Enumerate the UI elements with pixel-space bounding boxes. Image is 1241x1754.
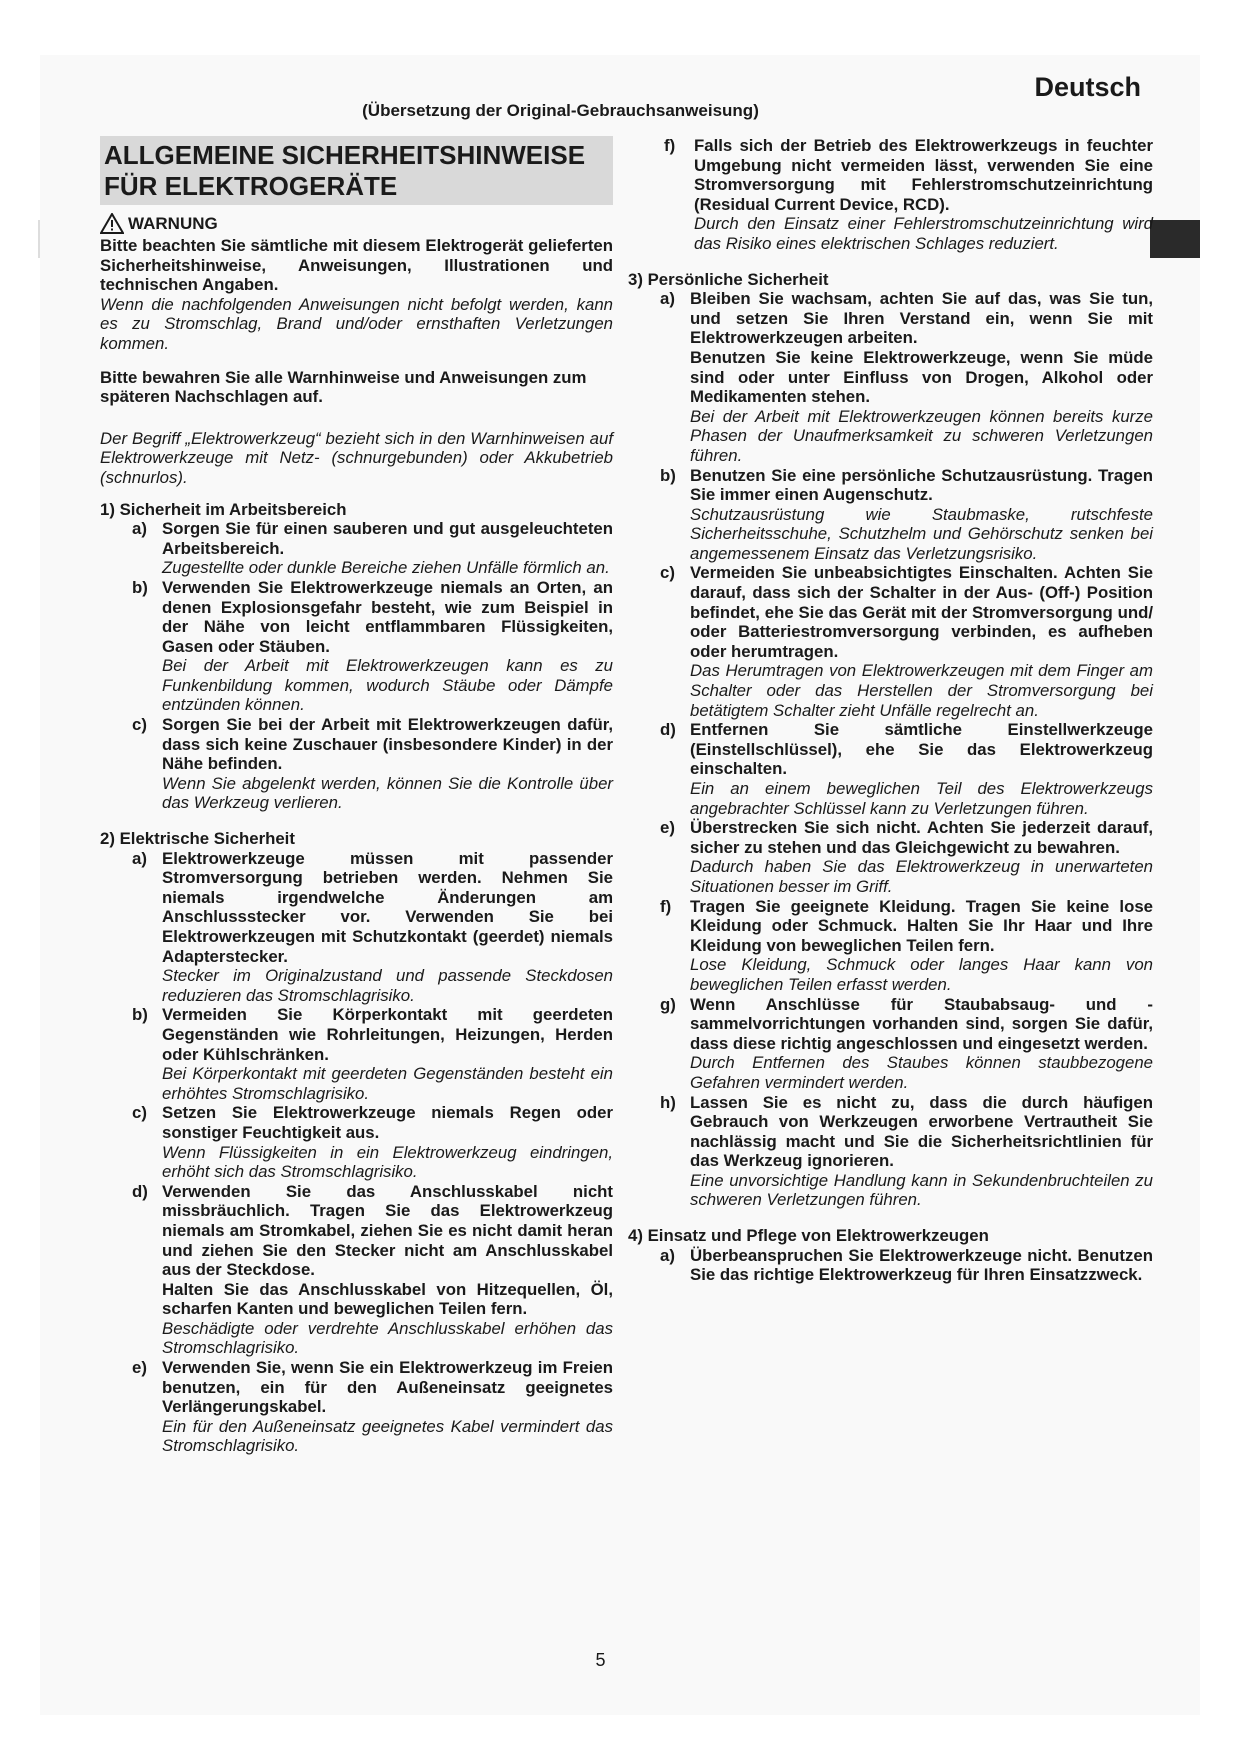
item-note: Ein für den Außeneinsatz geeignetes Kabel vermindert das Stromschlagrisiko. [162, 1416, 613, 1456]
item-label: d) [132, 1181, 148, 1201]
item-note: Zugestellte oder dunkle Bereiche ziehen Unfälle förmlich an. [162, 558, 610, 578]
item-label: a) [132, 519, 147, 539]
item-text: Sorgen Sie für einen sauberen und gut ausgeleuchteten Arbeitsbereich. [162, 519, 613, 558]
list-item [660, 897, 1153, 995]
item-label: b) [132, 1005, 148, 1025]
language-tab-marker [1150, 220, 1200, 258]
section-3-title: 3) Persönliche Sicherheit [628, 269, 829, 289]
section-3-items [628, 289, 1153, 1210]
item-text: Falls sich der Betrieb des Elektrowerkzeugs in feuchter Umgebung nicht vermeiden lässt, verwenden Sie eine Stromversorgung mit Fehlerstromschutzeinrichtung (Residual Current Device, RCD). [694, 136, 1153, 214]
item-note: Schutzausrüstung wie Staubmaske, rutschfeste Sicherheitsschuhe, Schutzhelm und Gehörschutz senken bei angemessenem Einsatz das Verletzungsrisiko. [690, 504, 1153, 563]
list-item [132, 715, 613, 813]
item-label: a) [660, 289, 675, 309]
language-label: Deutsch [1034, 72, 1141, 102]
section-1-items [100, 519, 613, 813]
list-item [132, 1005, 613, 1103]
item-note: Wenn Sie abgelenkt werden, können Sie die Kontrolle über das Werkzeug verlieren. [162, 773, 613, 813]
section-2-continued [628, 136, 1153, 254]
intro-italic: Wenn die nachfolgenden Anweisungen nicht befolgt werden, kann es zu Stromschlag, Brand und/oder ernsthaften Verletzungen kommen. [100, 294, 613, 353]
item-note: Ein an einem beweglichen Teil des Elektrowerkzeugs angebrachter Schlüssel kann zu Verletzungen führen. [690, 779, 1153, 818]
item-label: c) [132, 715, 147, 735]
list-item [664, 136, 1153, 254]
item-label: f) [660, 896, 672, 916]
left-column [100, 136, 613, 1456]
list-item [660, 563, 1153, 720]
item-text: Benutzen Sie eine persönliche Schutzausrüstung. Tragen Sie immer einen Augenschutz. [690, 465, 1153, 505]
warning-triangle-icon [100, 213, 124, 234]
item-label: f) [664, 136, 676, 155]
item-text: Sorgen Sie bei der Arbeit mit Elektrowerkzeugen dafür, dass sich keine Zuschauer (insbesondere Kinder) in der Nähe befinden. [162, 715, 613, 774]
item-label: d) [660, 720, 676, 740]
item-note: Das Herumtragen von Elektrowerkzeugen mit dem Finger am Schalter oder das Herstellen der Stromversorgung bei betätigtem Schalter zieht Unfälle regelrecht an. [690, 661, 1153, 720]
margin-mark [38, 220, 40, 258]
item-text: Wenn Anschlüsse für Staubabsaug- und - sammelvorrichtungen vorhanden sind, sorgen Sie dafür, dass diese richtig angeschlossen und eingesetzt werden. [690, 994, 1153, 1053]
item-text: Verwenden Sie, wenn Sie ein Elektrowerkzeug im Freien benutzen, ein für den Außeneinsatz geeignetes Verlängerungskabel. [162, 1358, 613, 1417]
item-label: c) [660, 563, 675, 583]
item-note: Durch den Einsatz einer Fehlerstromschutzeinrichtung wird das Risiko eines elektrischen Schlages reduziert. [694, 214, 1153, 253]
document-subtitle: (Übersetzung der Original-Gebrauchsanweisung) [362, 101, 759, 120]
item-note: Beschädigte oder verdrehte Anschlusskabel erhöhen das Stromschlagrisiko. [162, 1318, 613, 1358]
item-label: a) [660, 1245, 675, 1265]
section-1-title: 1) Sicherheit im Arbeitsbereich [100, 499, 347, 519]
list-item [132, 849, 613, 1006]
section-4-title: 4) Einsatz und Pflege von Elektrowerkzeugen [628, 1226, 989, 1246]
list-item [132, 1182, 613, 1358]
item-note: Durch Entfernen des Staubes können staubbezogene Gefahren vermindert werden. [690, 1053, 1153, 1092]
list-item [132, 1103, 613, 1181]
item-text: Vermeiden Sie unbeabsichtigtes Einschalten. Achten Sie darauf, dass sich der Schalter in der Aus- (Off-) Position befindet, ehe Sie das Gerät mit der Stromversorgung und/ oder Batteriestromversorgung verbinden, es aufheben oder herumtragen. [690, 563, 1153, 661]
item-label: c) [132, 1103, 147, 1123]
list-item [132, 1358, 613, 1456]
item-note: Wenn Flüssigkeiten in ein Elektrowerkzeug eindringen, erhöht sich das Stromschlagrisiko. [162, 1142, 613, 1182]
list-item [660, 818, 1153, 896]
item-note: Bei der Arbeit mit Elektrowerkzeugen können bereits kurze Phasen der Unaufmerksamkeit zu schweren Verletzungen führen. [690, 406, 1153, 465]
item-text: Verwenden Sie Elektrowerkzeuge niemals an Orten, an denen Explosionsgefahr besteht, wie zum Beispiel in der Nähe von leicht entflammbaren Flüssigkeiten, Gasen oder Stäuben. [162, 577, 613, 656]
item-label: b) [132, 577, 148, 597]
item-label: e) [660, 818, 675, 838]
list-item [660, 1246, 1153, 1285]
item-text: Elektrowerkzeuge müssen mit passender Stromversorgung betrieben werden. Nehmen Sie niemals irgendwelche Änderungen am Anschlussstecker vor. Verwenden Sie bei Elektrowerkzeugen mit Schutzkontakt (geerdet) niemals Adapterstecker. [162, 848, 613, 966]
section-4-items [628, 1246, 1153, 1285]
item-label: a) [132, 848, 147, 868]
item-text: Tragen Sie geeignete Kleidung. Tragen Sie keine lose Kleidung oder Schmuck. Halten Sie Ihr Haar und Ihre Kleidung von beweglichen Teilen fern. [690, 896, 1153, 955]
right-column [628, 136, 1153, 1285]
intro-bold: Bitte beachten Sie sämtliche mit diesem Elektrogerät gelieferten Sicherheitshinweise, Anweisungen, Illustrationen und technischen Angaben. [100, 236, 613, 295]
item-note: Eine unvorsichtige Handlung kann in Sekundenbruchteilen zu schweren Verletzungen führen. [690, 1170, 1153, 1210]
item-note: Stecker im Originalzustand und passende Steckdosen reduzieren das Stromschlagrisiko. [162, 966, 613, 1005]
section-2-items [100, 849, 613, 1456]
page-number: 5 [595, 1650, 606, 1670]
section-2-title: 2) Elektrische Sicherheit [100, 829, 295, 849]
item-note: Dadurch haben Sie das Elektrowerkzeug in unerwarteten Situationen besser im Griff. [690, 857, 1153, 896]
item-text: Setzen Sie Elektrowerkzeuge niemals Regen oder sonstiger Feuchtigkeit aus. [162, 1103, 613, 1142]
item-label: h) [660, 1092, 676, 1112]
item-text-2: Halten Sie das Anschlusskabel von Hitzequellen, Öl, scharfen Kanten und beweglichen Teilen fern. [162, 1279, 613, 1319]
item-note: Bei der Arbeit mit Elektrowerkzeugen kann es zu Funkenbildung kommen, wodurch Stäube oder Dämpfe entzünden können. [162, 656, 613, 715]
item-text: Lassen Sie es nicht zu, dass die durch häufigen Gebrauch von Werkzeugen erworbene Vertrautheit Sie nachlässig macht und Sie die Sicherheitsrichtlinien für das Werkzeug ignorieren. [690, 1092, 1153, 1171]
list-item [660, 720, 1153, 818]
list-item [660, 995, 1153, 1093]
item-text: Überstrecken Sie sich nicht. Achten Sie jederzeit darauf, sicher zu stehen und das Gleichgewicht zu bewahren. [690, 818, 1153, 857]
warning-label: WARNUNG [128, 213, 218, 233]
list-item [132, 578, 613, 715]
item-text: Bleiben Sie wachsam, achten Sie auf das, was Sie tun, und setzen Sie Ihren Verstand ein, wenn Sie mit Elektrowerkzeugen arbeiten. [690, 289, 1153, 348]
keep-instructions: Bitte bewahren Sie alle Warnhinweise und Anweisungen zum späteren Nachschlagen auf. [100, 367, 587, 407]
item-text: Verwenden Sie das Anschlusskabel nicht missbräuchlich. Tragen Sie das Elektrowerkzeug niemals am Stromkabel, ziehen Sie es nicht damit heran und ziehen Sie den Stecker nicht am Anschlusskabel aus der Steckdose. [162, 1181, 613, 1280]
list-item [132, 519, 613, 578]
list-item [660, 289, 1153, 465]
item-text: Überbeanspruchen Sie Elektrowerkzeuge nicht. Benutzen Sie das richtige Elektrowerkzeug für Ihren Einsatzzweck. [690, 1245, 1153, 1285]
warning-heading [100, 213, 613, 234]
item-text: Entfernen Sie sämtliche Einstellwerkzeuge (Einstellschlüssel), ehe Sie das Elektrowerkzeug einschalten. [690, 720, 1153, 779]
item-text-2: Benutzen Sie keine Elektrowerkzeuge, wenn Sie müde sind oder unter Einfluss von Drogen, Alkohol oder Medikamenten stehen. [690, 347, 1153, 407]
item-label: b) [660, 465, 676, 485]
item-text: Vermeiden Sie Körperkontakt mit geerdeten Gegenständen wie Rohrleitungen, Heizungen, Herden oder Kühlschränken. [162, 1005, 613, 1064]
list-item [660, 1093, 1153, 1211]
item-note: Bei Körperkontakt mit geerdeten Gegenständen besteht ein erhöhtes Stromschlagrisiko. [162, 1064, 613, 1103]
item-label: e) [132, 1358, 147, 1378]
item-note: Lose Kleidung, Schmuck oder langes Haar kann von beweglichen Teilen erfasst werden. [690, 955, 1153, 994]
term-definition: Der Begriff „Elektrowerkzeug“ bezieht sich in den Warnhinweisen auf Elektrowerkzeuge mit Netz- (schnurgebunden) oder Akkubetrieb (schnurlos). [100, 428, 613, 487]
item-label: g) [660, 994, 676, 1014]
list-item [660, 466, 1153, 564]
section-banner: ALLGEMEINE SICHERHEITSHINWEISE FÜR ELEKTROGERÄTE [100, 136, 613, 205]
